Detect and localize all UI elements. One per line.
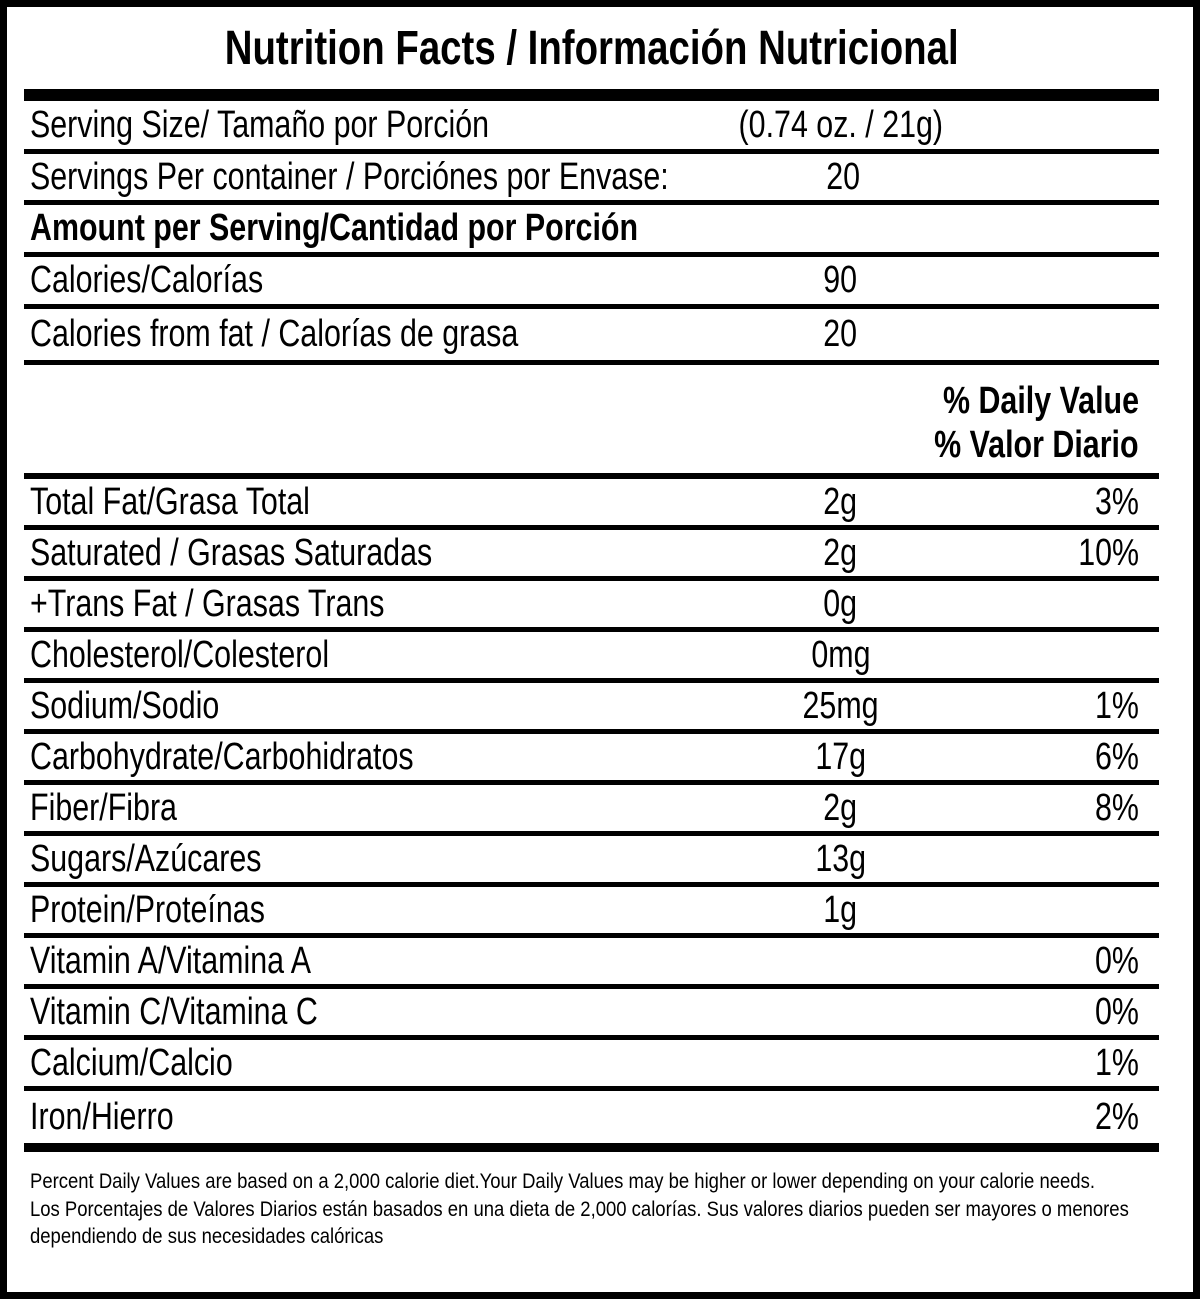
nutrient-row-protein: Protein/Proteínas 1g xyxy=(24,887,1159,938)
nutrient-row-vitamin-a: Vitamin A/Vitamina A 0% xyxy=(24,938,1159,989)
calories-from-fat-label: Calories from fat / Calorías de grasa xyxy=(30,313,519,355)
footnote-english: Percent Daily Values are based on a 2,000 calorie diet.Your Daily Values may be higher or lower depending on your calorie needs. xyxy=(30,1170,1095,1193)
servings-per-container-row xyxy=(24,154,1159,205)
servings-per-container-value: 20 xyxy=(826,155,860,198)
calories-value: 90 xyxy=(823,259,858,301)
serving-size-value: (0.74 oz. / 21g) xyxy=(738,103,943,146)
servings-per-container-label: Servings Per container / Porciónes por Envase: xyxy=(30,155,669,198)
serving-size-label: Serving Size/ Tamaño por Porción xyxy=(30,103,490,146)
title-block xyxy=(24,7,1159,89)
amount-per-serving-header-row xyxy=(24,205,1159,257)
nutrient-row-calcium: Calcium/Calcio 1% xyxy=(24,1040,1159,1091)
nutrient-row-total-fat: Total Fat/Grasa Total 2g 3% xyxy=(24,479,1159,530)
nutrient-row-iron: Iron/Hierro 2% xyxy=(30,1095,1139,1138)
page-title: Nutrition Facts / Información Nutricional xyxy=(224,21,959,75)
nutrient-row-cholesterol: Cholesterol/Colesterol 0mg xyxy=(24,632,1159,683)
daily-value-header-block xyxy=(24,365,1159,479)
calories-from-fat-value: 20 xyxy=(823,313,858,355)
nutrient-row-carbohydrate: Carbohydrate/Carbohidratos 17g 6% xyxy=(24,734,1159,785)
daily-value-header-es: % Valor Diario xyxy=(934,424,1139,466)
serving-size-row xyxy=(24,101,1159,154)
calories-from-fat-row xyxy=(24,309,1159,365)
label-inner xyxy=(24,7,1159,1251)
calories-label: Calories/Calorías xyxy=(30,259,264,301)
footnote-block xyxy=(24,1152,1159,1251)
nutrient-row-saturated-fat: Saturated / Grasas Saturadas 2g 10% xyxy=(24,530,1159,581)
calories-row xyxy=(24,257,1159,309)
nutrient-row-sugars: Sugars/Azúcares 13g xyxy=(24,836,1159,887)
nutrient-row-trans-fat: +Trans Fat / Grasas Trans 0g xyxy=(24,581,1159,632)
footnote-spanish: Los Porcentajes de Valores Diarios están basados en una dieta de 2,000 calorías. Sus valores diarios pueden ser mayores o menores dependiendo de sus necesidades calóricas xyxy=(30,1197,1129,1248)
nutrient-row-sodium: Sodium/Sodio 25mg 1% xyxy=(24,683,1159,734)
amount-per-serving-header: Amount per Serving/Cantidad por Porción xyxy=(30,207,639,249)
nutrient-row-vitamin-c: Vitamin C/Vitamina C 0% xyxy=(24,989,1159,1040)
daily-value-header-en: % Daily Value xyxy=(942,380,1139,422)
title-divider-bar xyxy=(24,89,1159,101)
footnote-divider-bar xyxy=(24,1143,1159,1152)
nutrient-row-fiber: Fiber/Fibra 2g 8% xyxy=(24,785,1159,836)
